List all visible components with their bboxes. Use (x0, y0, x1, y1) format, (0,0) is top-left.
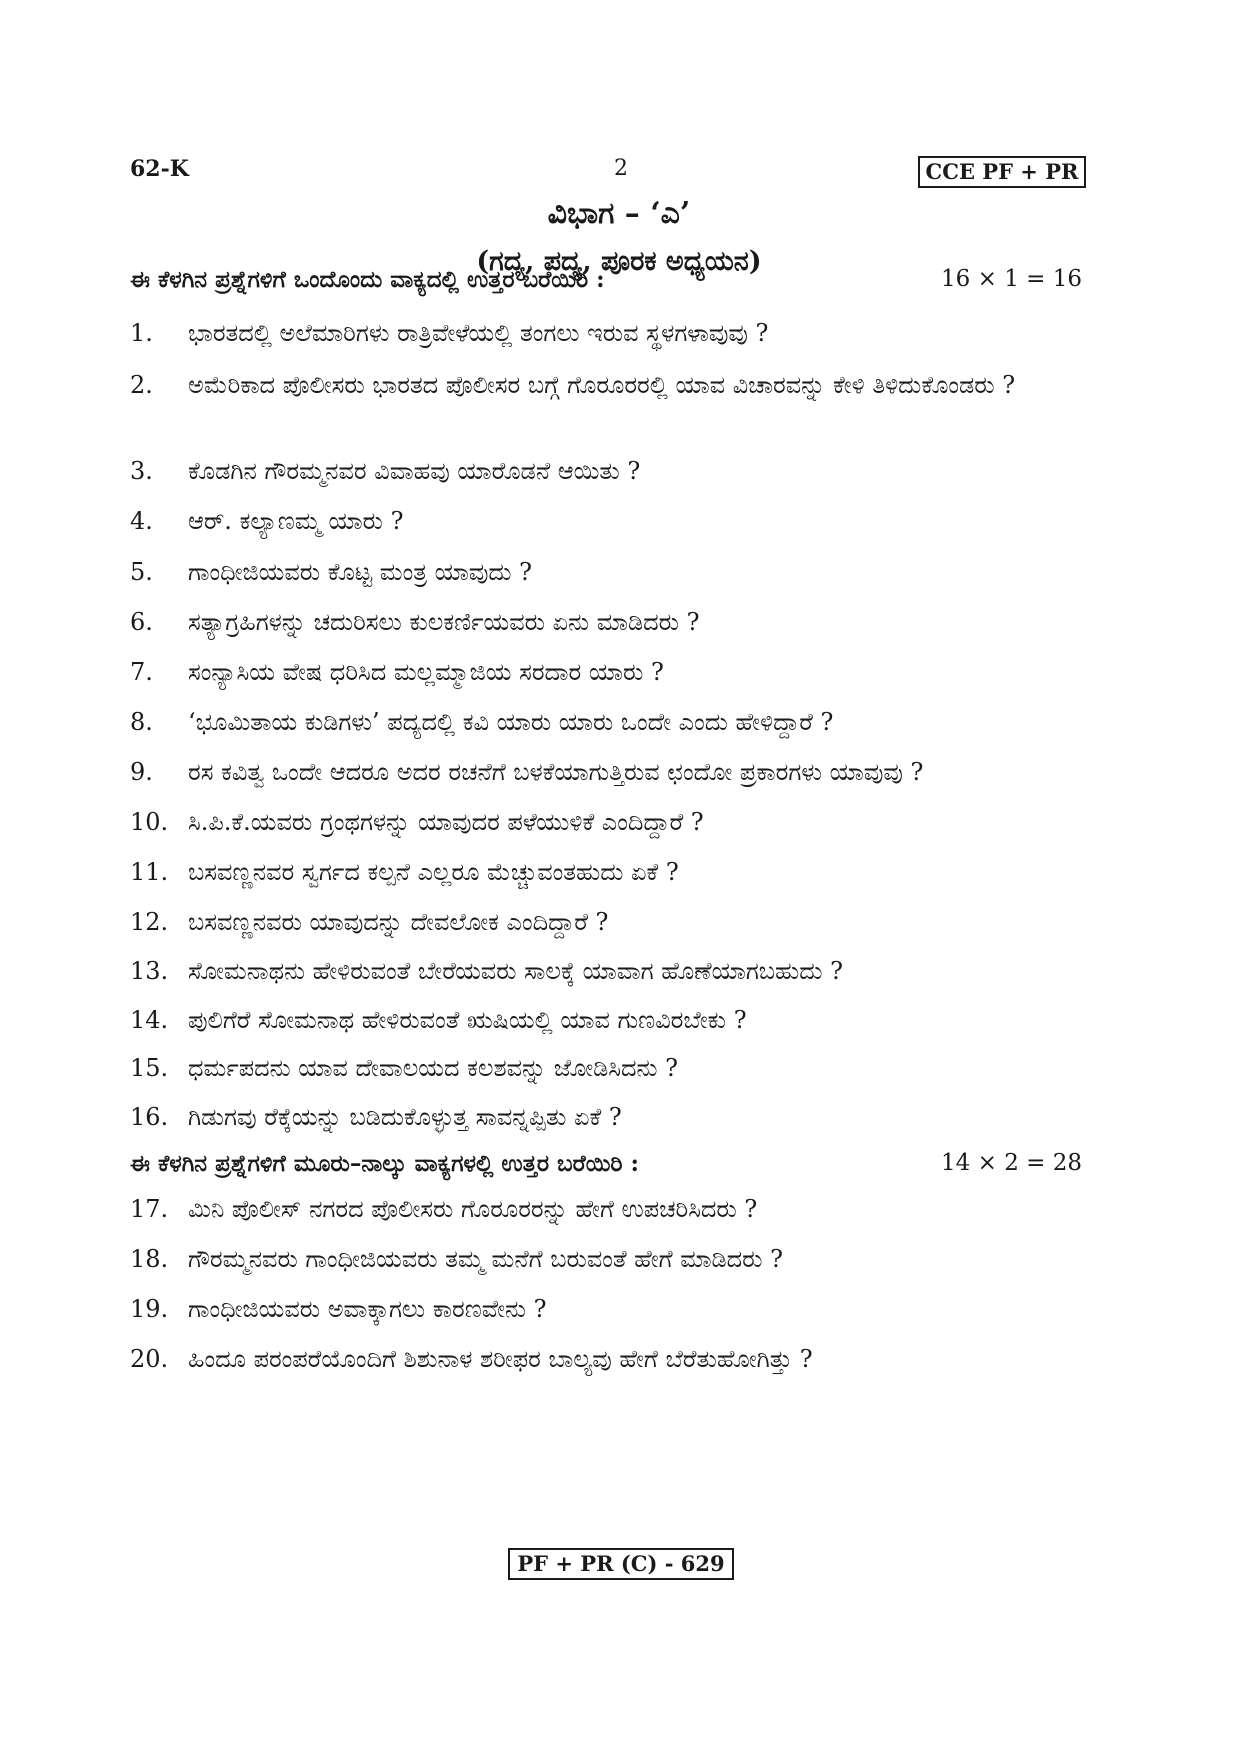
question-text: ಬಸವಣ್ಣನವರ ಸ್ವರ್ಗದ ಕಲ್ಪನೆ ಎಲ್ಲರೂ ಮೆಚ್ಚುವಂತಹುದು ಏಕೆ ? (188, 858, 679, 886)
part2-instruction-row (130, 1150, 1108, 1177)
question-text: ಪುಲಿಗೆರೆ ಸೋಮನಾಥ ಹೇಳಿರುವಂತೆ ಋಷಿಯಲ್ಲಿ ಯಾವ ಗುಣವಿರಬೇಕು ? (188, 1006, 747, 1034)
question-number: 14. (130, 1006, 169, 1034)
question-text: ಧರ್ಮಪದನು ಯಾವ ದೇವಾಲಯದ ಕಲಶವನ್ನು ಜೋಡಿಸಿದನು ? (188, 1054, 679, 1082)
question-number: 7. (130, 658, 153, 686)
question-text: ಮಿನಿ ಪೊಲೀಸ್ ನಗರದ ಪೊಲೀಸರು ಗೊರೂರರನ್ನು ಹೇಗೆ ಉಪಚರಿಸಿದರು ? (188, 1195, 758, 1223)
question-number: 1. (130, 319, 153, 347)
question-number: 4. (130, 507, 153, 535)
question-text: ಆರ್. ಕಲ್ಯಾಣಮ್ಮ ಯಾರು ? (188, 507, 404, 535)
question-number: 9. (130, 758, 153, 786)
question-text: ಸಿ.ಪಿ.ಕೆ.ಯವರು ಗ್ರಂಥಗಳನ್ನು ಯಾವುದರ ಪಳೆಯುಳಿಕೆ ಎಂದಿದ್ದಾರೆ ? (188, 808, 704, 836)
paper-code: 62-K (130, 156, 189, 182)
question-number: 6. (130, 608, 153, 636)
question-number: 3. (130, 457, 153, 485)
section-subtitle: (ಗದ್ಯ, ಪದ್ಯ, ಪೂರಕ ಅಧ್ಯಯನ) (476, 246, 762, 277)
question-text: ಗಾಂಧೀಜಿಯವರು ಅವಾಕ್ಕಾಗಲು ಕಾರಣವೇನು ? (188, 1295, 547, 1323)
part1-instruction-row (130, 266, 1108, 293)
footer-code-box: PF + PR (C) - 629 (508, 1548, 734, 1580)
part1-marks: 16 × 1 = 16 (941, 266, 1082, 292)
question-number: 12. (130, 908, 169, 936)
question-number: 13. (130, 957, 169, 985)
page-number: 2 (614, 156, 628, 181)
question-number: 16. (130, 1103, 169, 1131)
question-text: ಕೊಡಗಿನ ಗೌರಮ್ಮನವರ ವಿವಾಹವು ಯಾರೊಡನೆ ಆಯಿತು ? (188, 457, 641, 485)
part2-instruction: ಈ ಕೆಳಗಿನ ಪ್ರಶ್ನೆಗಳಿಗೆ ಮೂರು–ನಾಲ್ಕು ವಾಕ್ಯಗಳಲ್ಲಿ ಉತ್ತರ ಬರೆಯಿರಿ : (130, 1150, 640, 1177)
question-number: 8. (130, 708, 153, 736)
question-number: 17. (130, 1195, 169, 1223)
scheme-box: CCE PF + PR (918, 156, 1086, 188)
question-number: 2. (130, 371, 153, 399)
question-text: ಗೌರಮ್ಮನವರು ಗಾಂಧೀಜಿಯವರು ತಮ್ಮ ಮನೆಗೆ ಬರುವಂತೆ ಹೇಗೆ ಮಾಡಿದರು ? (188, 1245, 783, 1273)
question-number: 5. (130, 558, 153, 586)
question-number: 10. (130, 808, 169, 836)
question-text: ಗಾಂಧೀಜಿಯವರು ಕೊಟ್ಟ ಮಂತ್ರ ಯಾವುದು ? (188, 558, 532, 586)
question-number: 11. (130, 858, 169, 886)
question-text: ಬಸವಣ್ಣನವರು ಯಾವುದನ್ನು ದೇವಲೋಕ ಎಂದಿದ್ದಾರೆ ? (188, 908, 609, 936)
question-number: 18. (130, 1245, 169, 1273)
question-text: ಸಂನ್ಯಾಸಿಯ ವೇಷ ಧರಿಸಿದ ಮಲ್ಲಮ್ಮಾಜಿಯ ಸರದಾರ ಯಾರು ? (188, 658, 664, 686)
question-text: ಗಿಡುಗವು ರೆಕ್ಕೆಯನ್ನು ಬಡಿದುಕೊಳ್ಳುತ್ತ ಸಾವನ್ನಪ್ಪಿತು ಏಕೆ ? (188, 1103, 622, 1131)
question-text: ಭಾರತದಲ್ಲಿ ಅಲೆಮಾರಿಗಳು ರಾತ್ರಿವೇಳೆಯಲ್ಲಿ ತಂಗಲು ಇರುವ ಸ್ಥಳಗಳಾವುವು ? (188, 319, 769, 347)
section-title: ವಿಭಾಗ – ‘ಎ’ (547, 196, 691, 231)
question-text: ಸತ್ಯಾಗ್ರಹಿಗಳನ್ನು ಚದುರಿಸಲು ಕುಲಕರ್ಣಿಯವರು ಏನು ಮಾಡಿದರು ? (188, 608, 700, 636)
question-text: ರಸ ಕವಿತ್ವ ಒಂದೇ ಆದರೂ ಅದರ ರಚನೆಗೆ ಬಳಕೆಯಾಗುತ್ತಿರುವ ಛಂದೋ ಪ್ರಕಾರಗಳು ಯಾವುವು ? (188, 758, 924, 786)
part1-instruction: ಈ ಕೆಳಗಿನ ಪ್ರಶ್ನೆಗಳಿಗೆ ಒಂದೊಂದು ವಾಕ್ಯದಲ್ಲಿ ಉತ್ತರ ಬರೆಯಿರಿ : (130, 266, 605, 293)
part2-marks: 14 × 2 = 28 (941, 1150, 1082, 1176)
question-number: 20. (130, 1345, 169, 1373)
question-number: 19. (130, 1295, 169, 1323)
question-text: ಅಮೆರಿಕಾದ ಪೊಲೀಸರು ಭಾರತದ ಪೊಲೀಸರ ಬಗ್ಗೆ ಗೊರೂರರಲ್ಲಿ ಯಾವ ವಿಚಾರವನ್ನು ಕೇಳಿ ತಿಳಿದುಕೊಂಡರು ? (188, 371, 1016, 399)
question-number: 15. (130, 1054, 169, 1082)
question-text: ಹಿಂದೂ ಪರಂಪರೆಯೊಂದಿಗೆ ಶಿಶುನಾಳ ಶರೀಫರ ಬಾಲ್ಯವು ಹೇಗೆ ಬೆರೆತುಹೋಗಿತ್ತು ? (188, 1345, 813, 1373)
question-text: ‘ಭೂಮಿತಾಯ ಕುಡಿಗಳು’ ಪದ್ಯದಲ್ಲಿ ಕವಿ ಯಾರು ಯಾರು ಒಂದೇ ಎಂದು ಹೇಳಿದ್ದಾರೆ ? (188, 708, 834, 736)
question-text: ಸೋಮನಾಥನು ಹೇಳಿರುವಂತೆ ಬೇರೆಯವರು ಸಾಲಕ್ಕೆ ಯಾವಾಗ ಹೊಣೆಯಾಗಬಹುದು ? (188, 957, 843, 985)
